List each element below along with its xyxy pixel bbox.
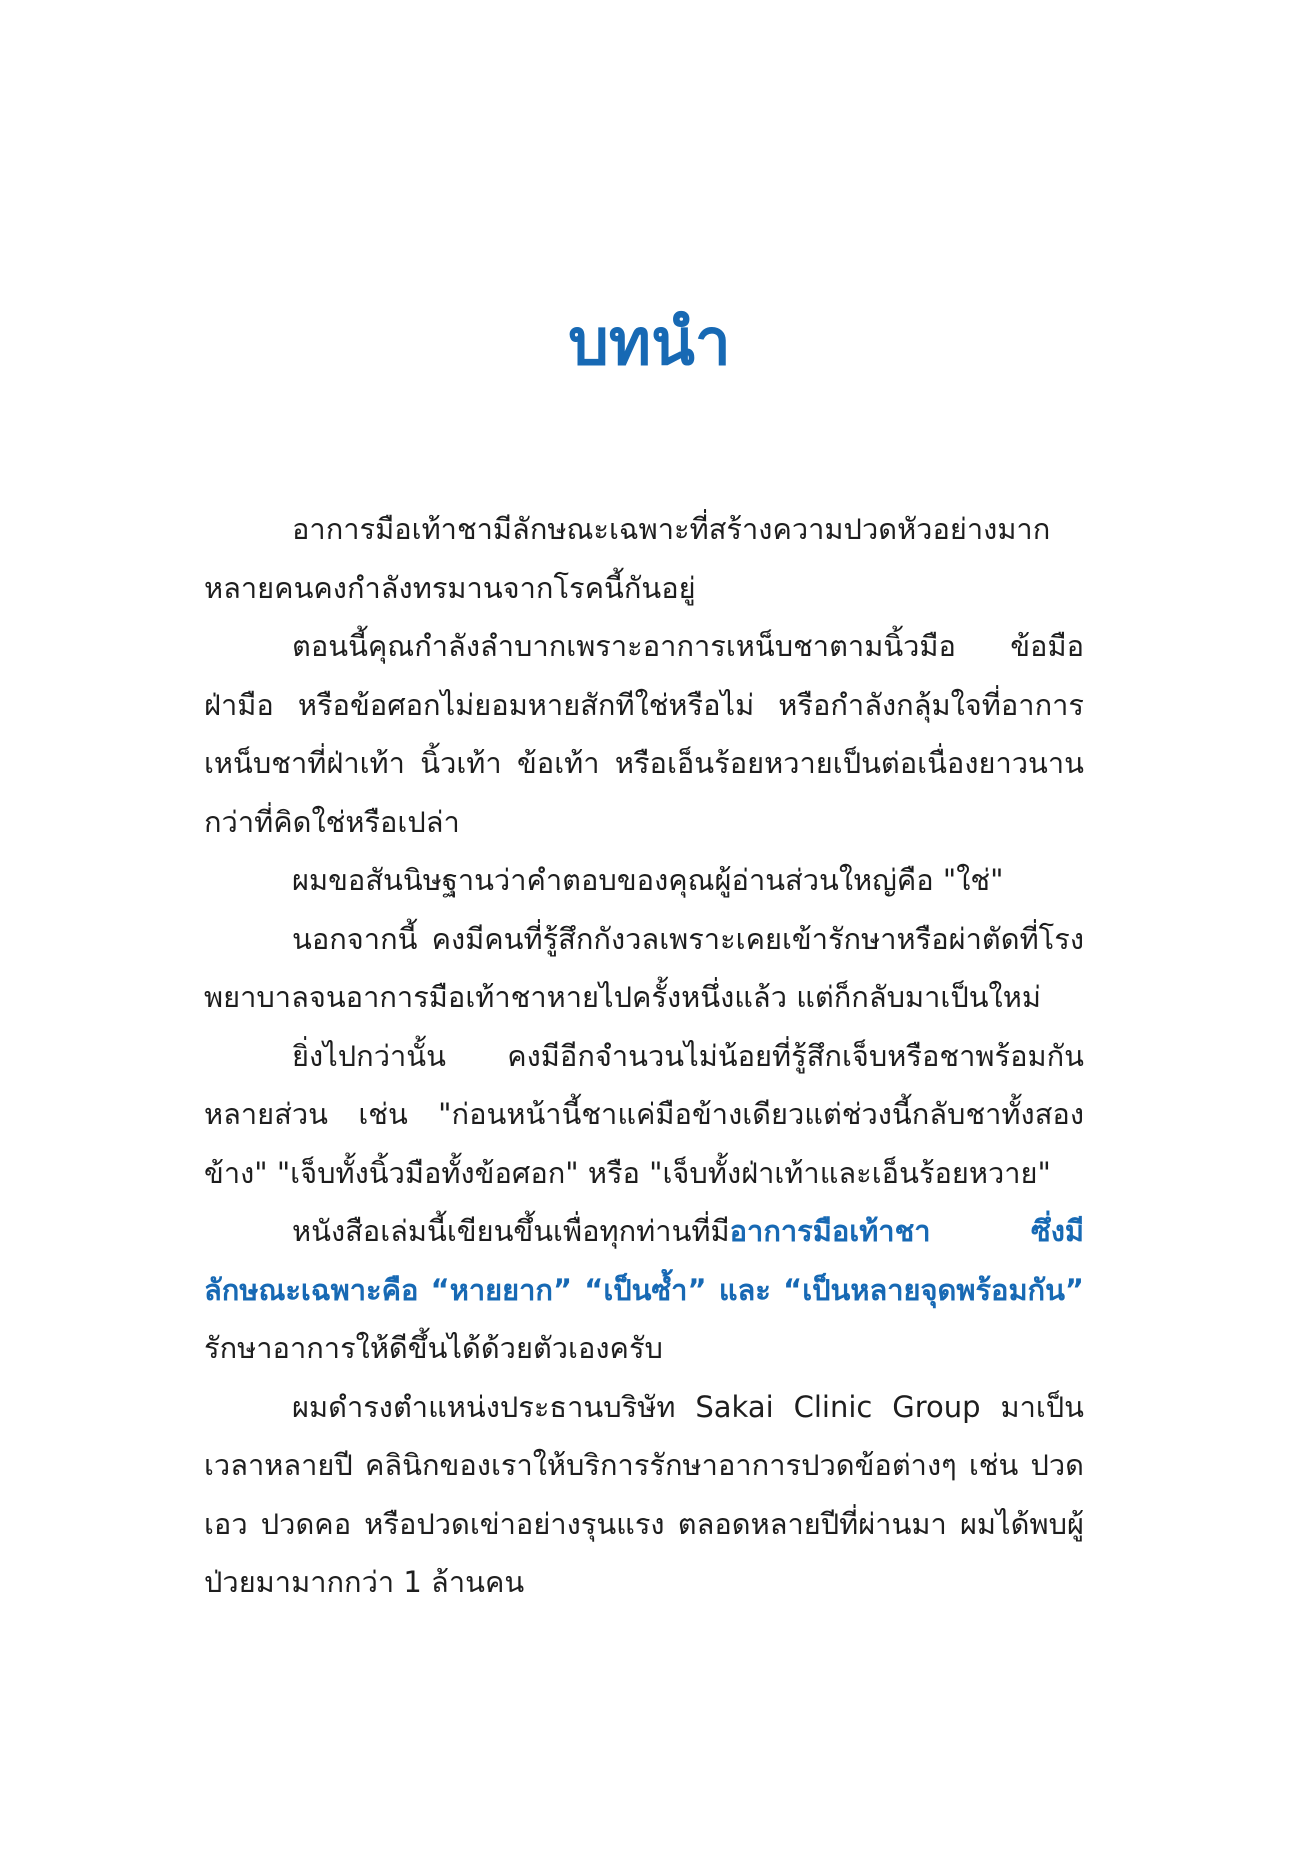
paragraph: นอกจากนี้ คงมีคนที่รู้สึกกังวลเพราะเคยเข้ารักษาหรือผ่าตัดที่โรงพยาบาลจนอาการมือเท้าชาหายไปครั้งหนึ่งแล้ว แต่ก็กลับมาเป็นใหม่	[204, 921, 1084, 1014]
paragraph: ผมขอสันนิษฐานว่าคำตอบของคุณผู้อ่านส่วนใหญ่คือ "ใช่"	[292, 863, 1004, 897]
highlighted-text: อาการมือเท้าชา ซึ่งมีลักษณะเฉพาะคือ “หายยาก” “เป็นซ้ำ” และ “เป็นหลายจุดพร้อมกัน”	[204, 1214, 1084, 1307]
paragraph-with-highlight	[204, 1202, 1084, 1378]
paragraph: อาการมือเท้าชามีลักษณะเฉพาะที่สร้างความปวดหัวอย่างมาก หลายคนคงกำลังทรมานจากโรคนี้กันอยู่	[204, 512, 1051, 605]
paragraph: ผมดำรงตำแหน่งประธานบริษัท Sakai Clinic Group มาเป็นเวลาหลายปี คลินิกของเราให้บริการรักษาอาการปวดข้อต่างๆ เช่น ปวดเอว ปวดคอ หรือปวดเข่าอย่างรุนแรง ตลอดหลายปีที่ผ่านมา ผมได้พบผู้ป่วยมามากกว่า 1 ล้านคน	[204, 1389, 1084, 1599]
paragraph-text: หนังสือเล่มนี้เขียนขึ้นเพื่อทุกท่านที่มี	[292, 1214, 730, 1248]
introduction-body	[204, 500, 1084, 1612]
paragraph-text: รักษาอาการให้ดีขึ้นได้ด้วยตัวเองครับ	[204, 1331, 663, 1365]
page-title: บทนำ	[568, 306, 731, 380]
paragraph: ยิ่งไปกว่านั้น คงมีอีกจำนวนไม่น้อยที่รู้สึกเจ็บหรือชาพร้อมกันหลายส่วน เช่น "ก่อนหน้านี้ชาแค่มือข้างเดียวแต่ช่วงนี้กลับชาทั้งสองข้าง" "เจ็บทั้งนิ้วมือทั้งข้อศอก" หรือ "เจ็บทั้งฝ่าเท้าและเอ็นร้อยหวาย"	[204, 1038, 1084, 1190]
paragraph: ตอนนี้คุณกำลังลำบากเพราะอาการเหน็บชาตามนิ้วมือ ข้อมือ ฝ่ามือ หรือข้อศอกไม่ยอมหายสักทีใช่หรือไม่ หรือกำลังกลุ้มใจที่อาการเหน็บชาที่ฝ่าเท้า นิ้วเท้า ข้อเท้า หรือเอ็นร้อยหวายเป็นต่อเนื่องยาวนานกว่าที่คิดใช่หรือเปล่า	[204, 629, 1084, 839]
